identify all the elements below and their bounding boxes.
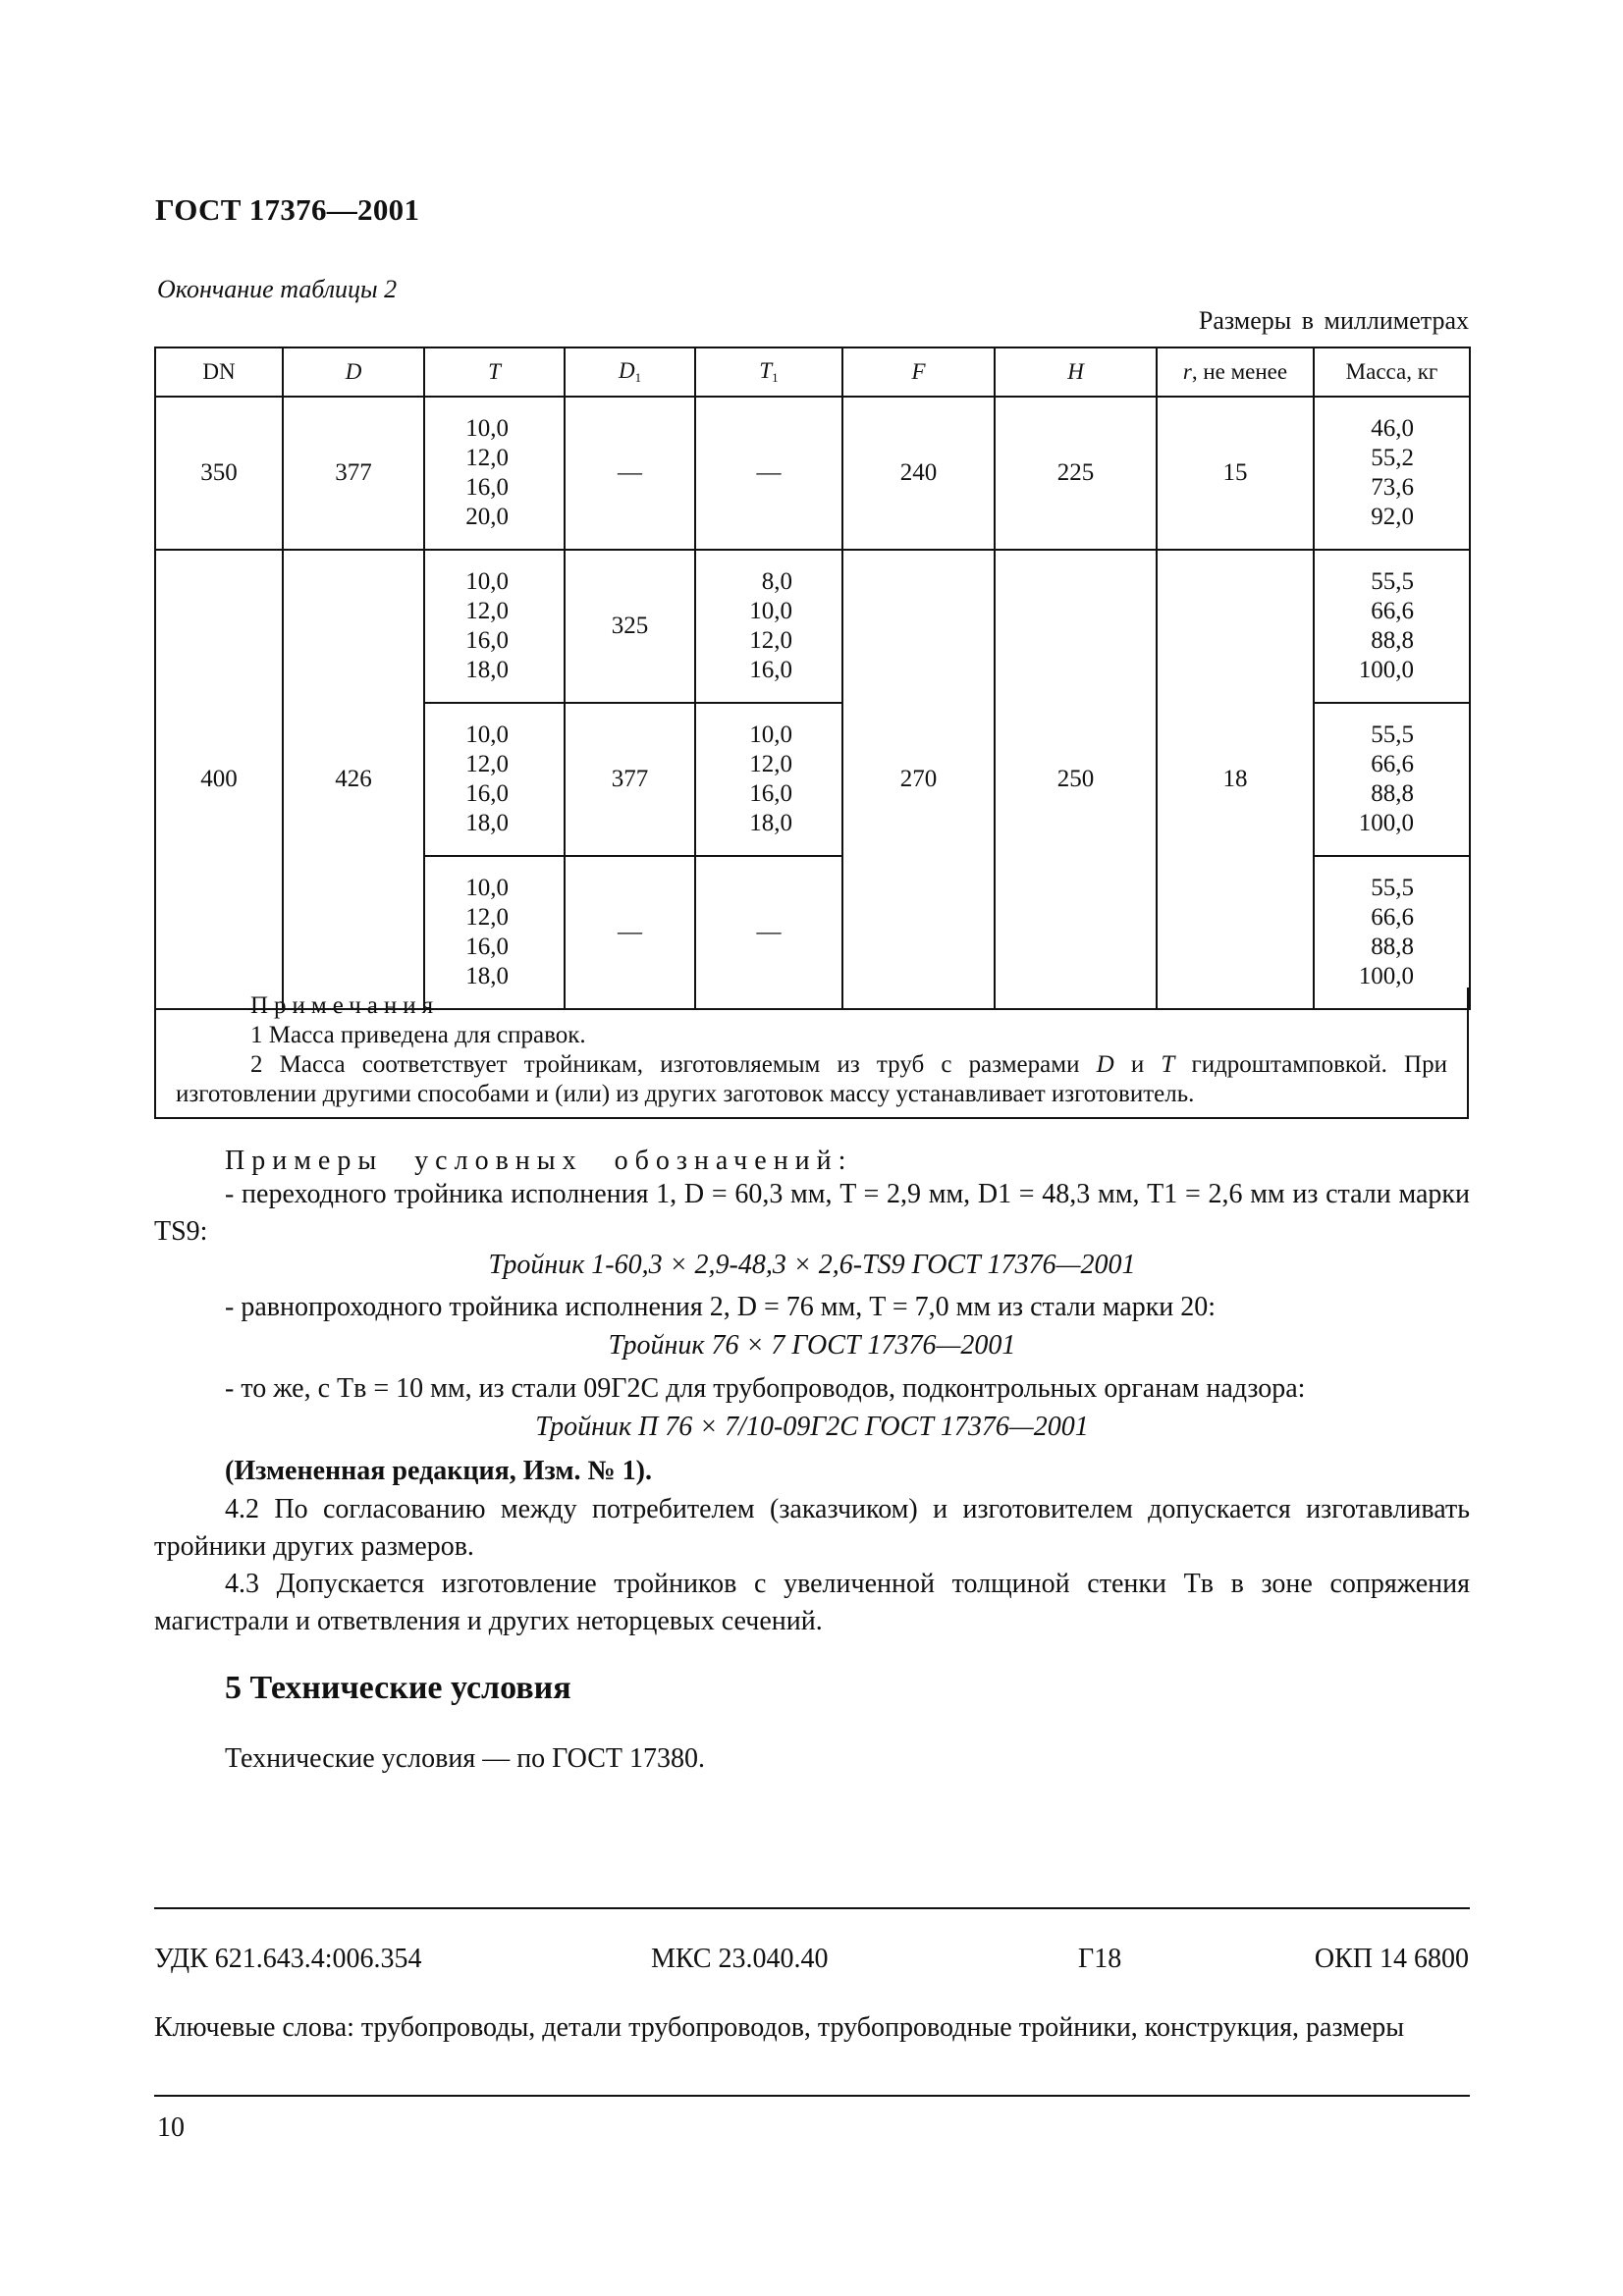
examples-heading: Примеры условных обозначений: xyxy=(225,1146,853,1176)
cell-t: 10,0 12,0 16,0 18,0 xyxy=(424,856,565,1009)
clause-4-3: 4.3 Допускается изготовление тройников с увеличенной толщиной стенки Tв в зоне сопряжения магистрали и ответвления и других неторцевых сечений. xyxy=(154,1569,1470,1636)
section-5-title: 5 Технические условия xyxy=(225,1670,571,1706)
cell-t1: 8,0 10,0 12,0 16,0 xyxy=(695,550,842,703)
group-code: Г18 xyxy=(1078,1944,1122,1974)
cell-mass: 55,5 66,6 88,8 100,0 xyxy=(1314,703,1470,856)
col-header-t: T xyxy=(424,347,565,397)
example-3-text: - то же, с Tв = 10 мм, из стали 09Г2С для трубопроводов, подконтрольных органам надзора: xyxy=(225,1373,1306,1404)
page-number: 10 xyxy=(157,2112,185,2143)
section-5-body: Технические условия — по ГОСТ 17380. xyxy=(225,1743,706,1774)
note-1: 1 Масса приведена для справок. xyxy=(250,1022,586,1048)
gost-code-header: ГОСТ 17376—2001 xyxy=(155,192,420,227)
mks-code: МКС 23.040.40 xyxy=(651,1944,829,1974)
cell-t: 10,0 12,0 16,0 18,0 xyxy=(424,703,565,856)
dimensions-table xyxy=(154,347,1471,1010)
cell-d1: 377 xyxy=(565,703,695,856)
table-notes xyxy=(154,988,1469,1119)
cell-d1: 325 xyxy=(565,550,695,703)
cell-h: 225 xyxy=(995,397,1157,550)
table-row xyxy=(155,397,1470,550)
cell-f: 240 xyxy=(842,397,995,550)
col-header-d: D xyxy=(283,347,424,397)
example-2-text: - равнопроходного тройника исполнения 2, D = 76 мм, T = 7,0 мм из стали марки 20: xyxy=(225,1292,1217,1322)
col-header-h: H xyxy=(995,347,1157,397)
cell-t1: — xyxy=(695,856,842,1009)
col-header-dn: DN xyxy=(155,347,283,397)
keywords: Ключевые слова: трубопроводы, детали трубопроводов, трубопроводные тройники, конструкция, размеры xyxy=(154,2012,1405,2043)
designation-formula-3: Тройник П 76 × 7/10-09Г2С ГОСТ 17376—2001 xyxy=(535,1412,1089,1442)
cell-d1: — xyxy=(565,856,695,1009)
cell-d: 377 xyxy=(283,397,424,550)
cell-mass: 55,5 66,6 88,8 100,0 xyxy=(1314,550,1470,703)
cell-r: 18 xyxy=(1157,550,1314,1009)
cell-f: 270 xyxy=(842,550,995,1009)
col-header-d1: $D_1$ xyxy=(565,347,695,397)
cell-mass: 46,0 55,2 73,6 92,0 xyxy=(1314,397,1470,550)
col-header-mass: Масса, кг xyxy=(1314,347,1470,397)
cell-dn: 400 xyxy=(155,550,283,1009)
col-header-t1: $T_1$ xyxy=(695,347,842,397)
cell-t: 10,0 12,0 16,0 20,0 xyxy=(424,397,565,550)
table-header-row xyxy=(155,347,1470,397)
cell-mass: 55,5 66,6 88,8 100,0 xyxy=(1314,856,1470,1009)
note-2: 2 Масса соответствует тройникам, изготовляемым из труб с размерами D и T гидроштамповкой. При изготовлении другими способами и (или) из других заготовок массу устанавливает изготовитель. xyxy=(176,1051,1447,1107)
cell-t: 10,0 12,0 16,0 18,0 xyxy=(424,550,565,703)
col-header-r: r, не менее xyxy=(1157,347,1314,397)
col-header-f: F xyxy=(842,347,995,397)
cell-t1: 10,0 12,0 16,0 18,0 xyxy=(695,703,842,856)
cell-r: 15 xyxy=(1157,397,1314,550)
amendment-note: (Измененная редакция, Изм. № 1). xyxy=(225,1456,652,1486)
designation-formula-1: Тройник 1-60,3 × 2,9-48,3 × 2,6-TS9 ГОСТ 17376—2001 xyxy=(488,1250,1136,1280)
footer-divider-top xyxy=(154,1907,1470,1909)
cell-h: 250 xyxy=(995,550,1157,1009)
clause-4-2: 4.2 По согласованию между потребителем (заказчиком) и изготовителем допускается изготавливать тройники других размеров. xyxy=(154,1494,1470,1562)
table-row xyxy=(155,550,1470,703)
cell-d1: — xyxy=(565,397,695,550)
table-continuation-caption: Окончание таблицы 2 xyxy=(157,275,398,303)
designation-formula-2: Тройник 76 × 7 ГОСТ 17376—2001 xyxy=(608,1330,1016,1361)
cell-dn: 350 xyxy=(155,397,283,550)
notes-heading: Примечания xyxy=(250,992,440,1019)
okp-code: ОКП 14 6800 xyxy=(1314,1944,1469,1974)
cell-t1: — xyxy=(695,397,842,550)
cell-d: 426 xyxy=(283,550,424,1009)
udk-code: УДК 621.643.4:006.354 xyxy=(154,1944,422,1974)
example-1-text: - переходного тройника исполнения 1, D = 60,3 мм, T = 2,9 мм, D1 = 48,3 мм, T1 = 2,6 мм из стали марки TS9: xyxy=(154,1179,1470,1247)
footer-divider-bottom xyxy=(154,2095,1470,2097)
units-note: Размеры в миллиметрах xyxy=(1198,306,1469,335)
